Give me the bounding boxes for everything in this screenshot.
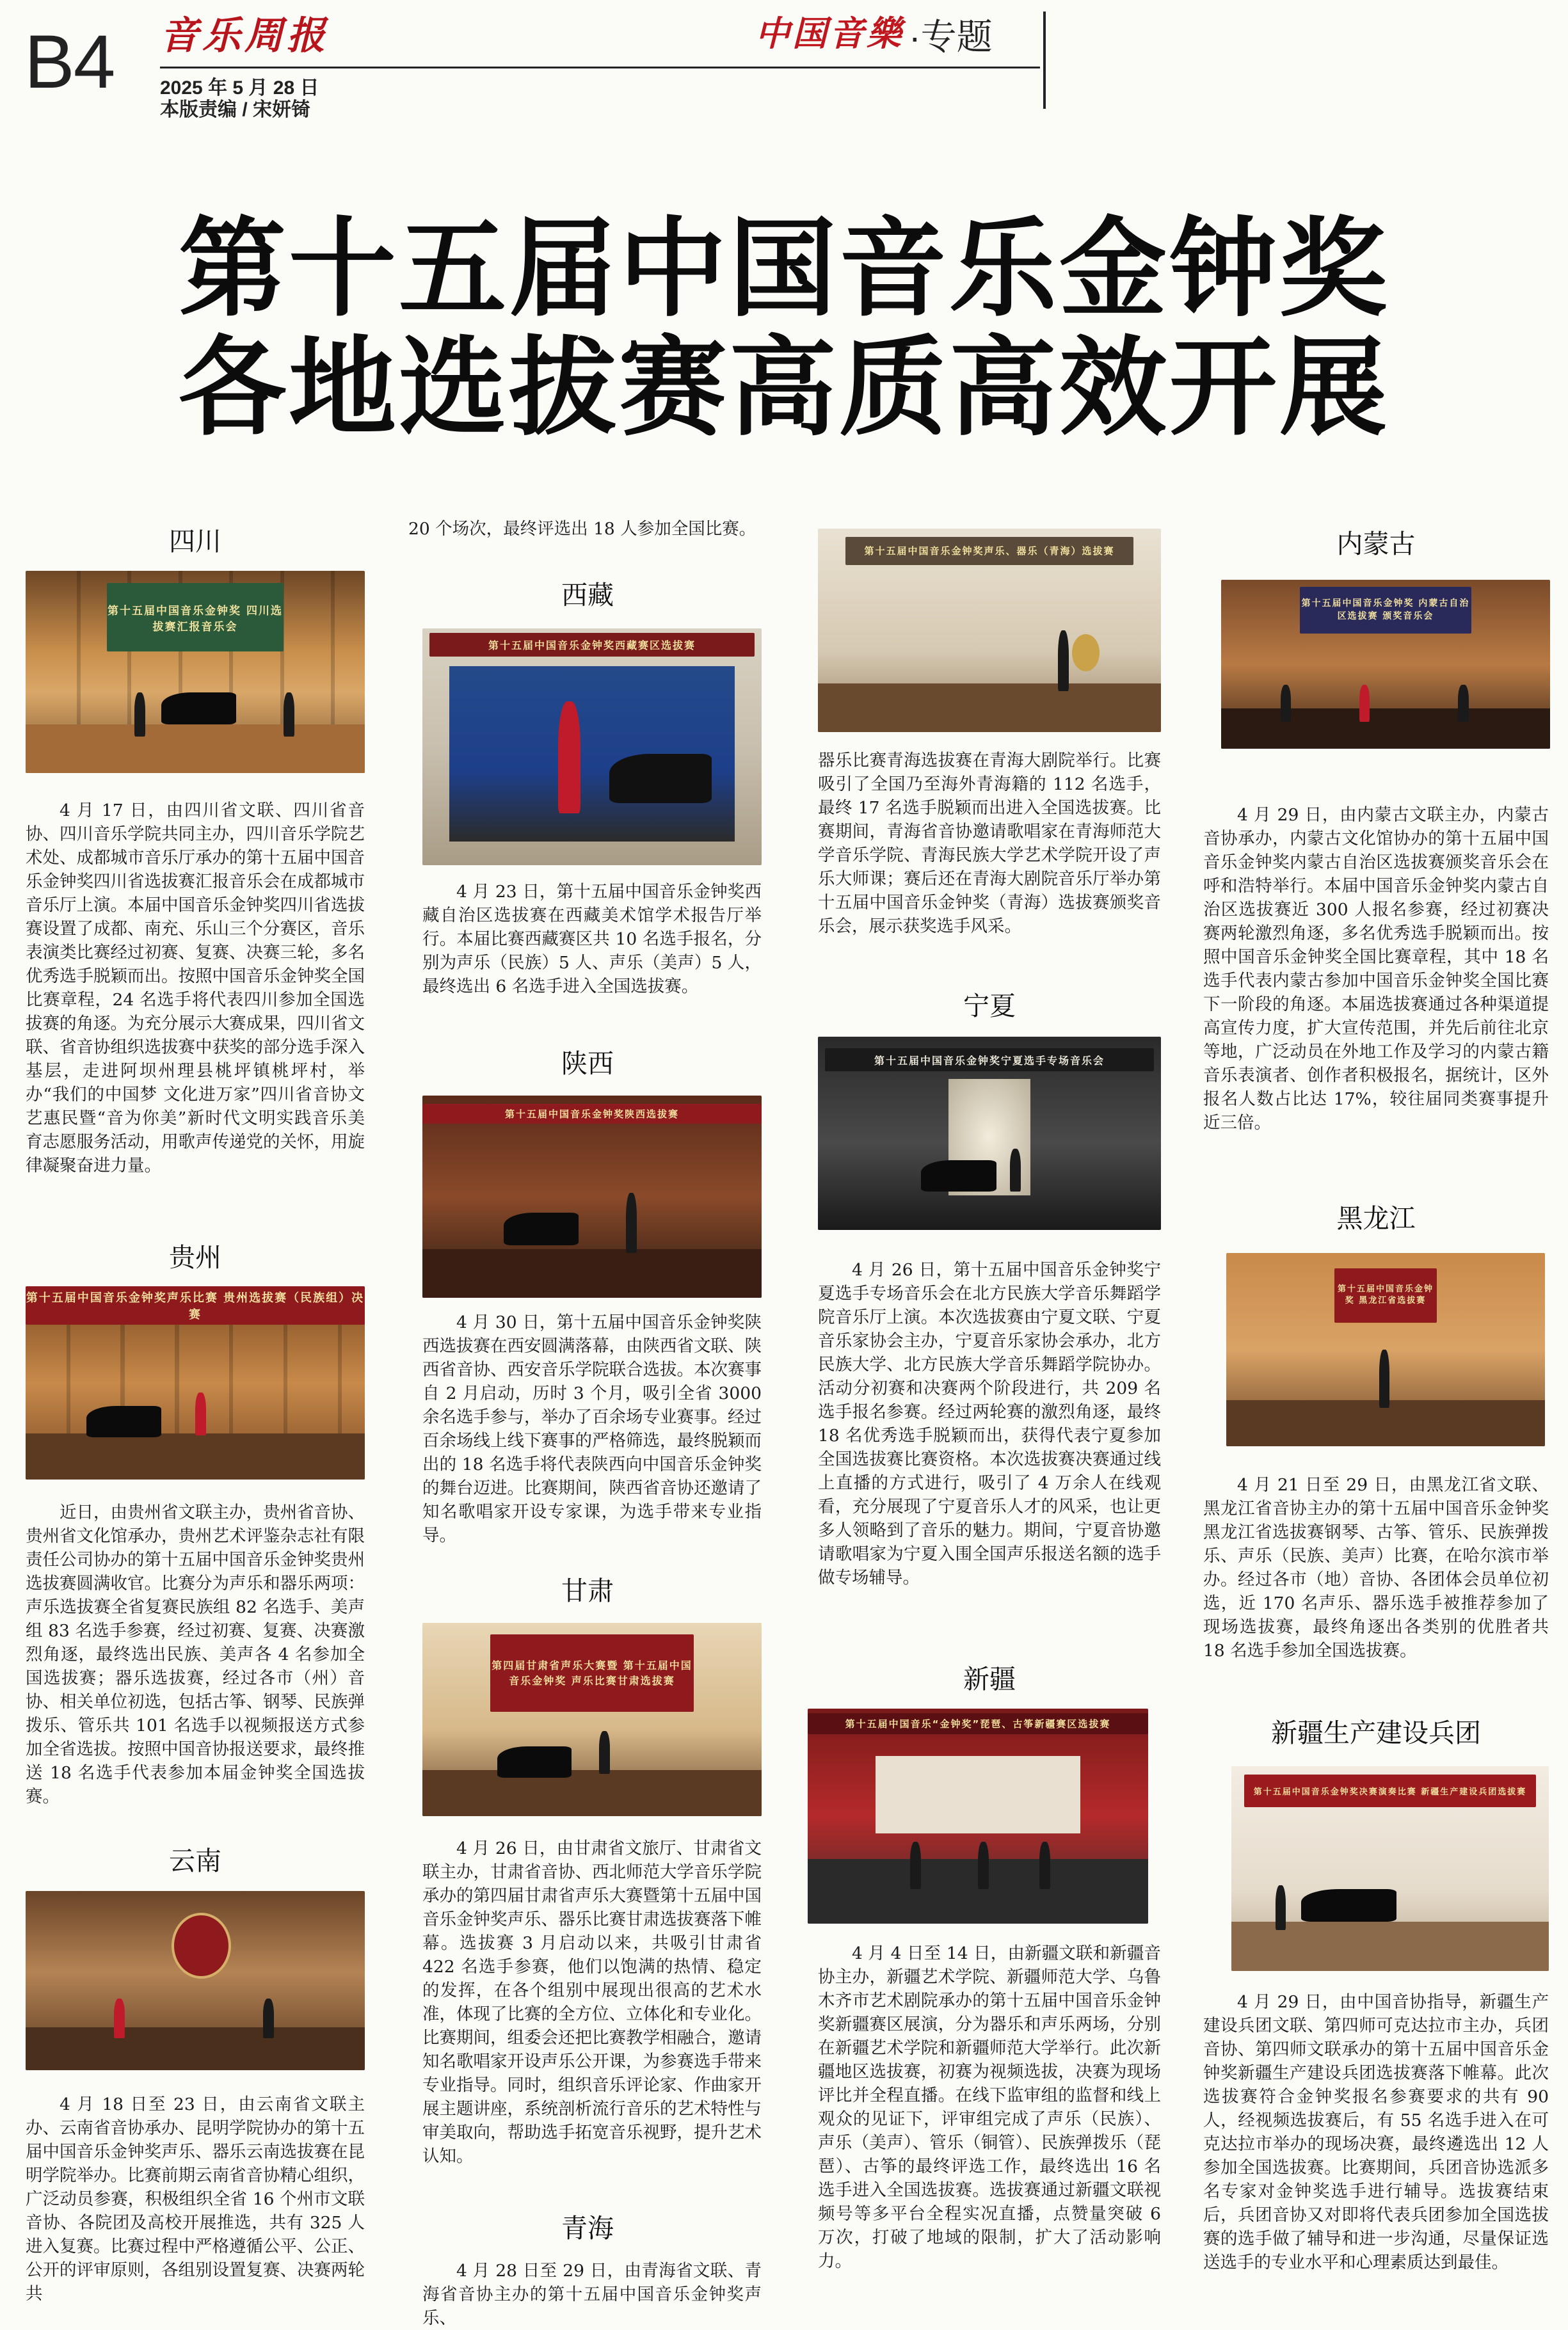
backdrop-screen — [876, 1756, 1080, 1833]
photo-ningxia — [818, 1037, 1161, 1230]
article-gansu-text: 4 月 26 日，由甘肃省文旅厅、甘肃省文联主办，甘肃省音协、西北师范大学音乐学院承办的第四届甘肃省声乐大赛暨第十五届中国音乐金钟奖声乐、器乐比赛甘肃选拔赛落下帷幕。选拔赛 3 月启动以来，共吸引甘肃省 422 名选手参赛，他们以饱满的热情、稳定的发挥，在各个组别中展现出很高的艺术水准，体现了比赛的全方位、立体化和专业化。比赛期间，组委会还把比赛教学相融合，邀请知名歌唱家开设声乐公开课，为参赛选手带来专业指导。同时，组织音乐评论家、作曲家开展主题讲座，系统剖析流行音乐的艺术特性与审美取向，帮助选手拓宽音乐视野，提升艺术认知。 — [422, 1839, 762, 2166]
article-sichuan-text: 4 月 17 日，由四川省文联、四川省音协、四川音乐学院共同主办，四川音乐学院艺术处、成都城市音乐厅承办的第十五届中国音乐金钟奖四川省选拔赛汇报音乐会在成都城市音乐厅上演。本届中国音乐金钟奖四川省选拔赛设置了成都、南充、乐山三个分赛区，音乐表演类比赛经过初赛、复赛、决赛三轮，多名优秀选手脱颖而出。按照中国音乐金钟奖全国比赛章程，24 名选手将代表四川参加全国选拔赛的角逐。为充分展示大赛成果，四川省文联、省音协组织选拔赛中获奖的部分选手深入基层，走进阿坝州理县桃坪镇桃坪村，举办“我们的中国梦 文化进万家”四川省音协文艺惠民暨“音为你美”新时代文明实践音乐美育志愿服务活动，用歌声传递党的关怀，用旋律凝聚奋进力量。 — [26, 801, 365, 1176]
region-title-neimenggu: 内蒙古 — [1336, 529, 1416, 559]
article-sichuan — [26, 799, 365, 1177]
article-shaanxi-text: 4 月 30 日，第十五届中国音乐金钟奖陕西选拔赛在西安圆满落幕，由陕西省文联、陕西省音协、西安音乐学院联合选拔。本次赛事自 2 月启动，历时 3 个月，吸引全省 3000 余名选手参与，举办了百余场专业赛事。经过百余场线上线下赛事的严格筛选，最终脱颖而出的 18 名选手将代表陕西向中国音乐金钟奖的舞台迈进。比赛期间，陕西省音协还邀请了知名歌唱家开设专家课，为选手带来专业指导。 — [422, 1313, 762, 1545]
photo-xizang — [422, 628, 762, 865]
page-number: B4 — [24, 20, 115, 104]
article-heilongjiang-text: 4 月 21 日至 29 日，由黑龙江省文联、黑龙江省音协主办的第十五届中国音乐金钟奖黑龙江省选拔赛钢琴、古筝、管乐、民族弹拨乐、声乐（民族、美声）比赛，在哈尔滨市举办。经过各市（地）音协、各团体会员单位初选，近 170 名声乐、器乐选手被推荐参加了现场选拔赛，最终角逐出各类别的优胜者共 18 名选手参加全国选拔赛。 — [1203, 1475, 1549, 1661]
award-emblem-icon — [172, 1913, 231, 1979]
region-title-xinjiang: 新疆 — [963, 1664, 1016, 1695]
article-ningxia-text: 4 月 26 日，第十五届中国音乐金钟奖宁夏选手专场音乐会在北方民族大学音乐舞蹈学院音乐厅上演。本次选拔赛由宁夏文联、宁夏音乐家协会主办，宁夏音乐家协会承办，北方民族大学、北方民族大学音乐舞蹈学院协办。活动分初赛和决赛两个阶段进行，共 209 名选手报名参赛。经过两轮赛的激烈角逐，最终 18 名优秀选手脱颖而出，获得代表宁夏参加全国选拔赛比赛资格。本次选拔赛决赛通过线上直播的方式进行，吸引了 4 万余人在线观看，充分展现了宁夏音乐人才的风采，也让更多人领略到了音乐的魅力。期间，宁夏音协邀请歌唱家为宁夏入围全国声乐报送名额的选手做专场辅导。 — [818, 1260, 1161, 1588]
article-bingtuan — [1203, 1990, 1549, 2274]
region-title-xizang: 西藏 — [561, 580, 614, 610]
article-xinjiang-text: 4 月 4 日至 14 日，由新疆文联和新疆音协主办，新疆艺术学院、新疆师范大学、乌鲁木齐市艺术剧院承办的第十五届中国音乐金钟奖新疆赛区展演，分为器乐和声乐两场，分别在新疆艺术学院和新疆师范大学举行。此次新疆地区选拔赛，初赛为视频选拔，决赛为现场评比并全程直播。在线下监审组的监督和线上观众的见证下，评审组完成了声乐（民族）、声乐（美声）、管乐（铜管）、民族弹拨乐（琵琶）、古筝的最终评选工作，最终选出 16 名选手进入全国选拔赛。选拔赛通过新疆文联视频号等多平台全程实况直播，点赞量突破 6 万次，打破了地域的限制，扩大了活动影响力。 — [818, 1943, 1161, 2271]
region-title-bingtuan: 新疆生产建设兵团 — [1271, 1718, 1481, 1748]
article-guizhou-text: 近日，由贵州省文联主办，贵州省音协、贵州省文化馆承办，贵州艺术评鉴杂志社有限责任公司协办的第十五届中国音乐金钟奖贵州选拔赛圆满收官。比赛分为声乐和器乐两项：声乐选拔赛全省复赛民族组 82 名选手、美声组 83 名选手参赛，经过初赛、复赛、决赛激烈角逐，最终选出民族、美声各 4 名参加全国选拔赛；器乐选拔赛，经过各市（州）音协、相关单位初选，包括古筝、钢琴、民族弹拨乐、管乐共 101 名选手以视频报送方式参加全省选拔。按照中国音协报送要求，最终推送 18 名选手代表参加本届金钟奖全国选拔赛。 — [26, 1503, 365, 1807]
article-qinghai-continued — [818, 749, 1161, 938]
tuba-icon — [1072, 634, 1100, 671]
photo-heilongjiang — [1226, 1253, 1545, 1446]
photo-neimenggu — [1221, 580, 1550, 749]
region-title-sichuan: 四川 — [169, 526, 221, 557]
photo-gansu — [422, 1623, 762, 1816]
photo-neimenggu-banner: 第十五届中国音乐金钟奖 内蒙古自治区选拔赛 颁奖音乐会 — [1300, 587, 1471, 634]
photo-qinghai — [818, 529, 1161, 732]
photo-bingtuan-banner: 第十五届中国音乐金钟奖决赛演奏比赛 新疆生产建设兵团选拔赛 — [1244, 1775, 1536, 1807]
region-title-yunnan: 云南 — [169, 1846, 221, 1876]
article-qinghai-text: 4 月 28 日至 29 日，由青海省文联、青海省音协主办的第十五届中国音乐金钟奖声乐、 — [422, 2261, 762, 2328]
region-title-guizhou: 贵州 — [169, 1242, 221, 1273]
photo-xinjiang-banner: 第十五届中国音乐“金钟奖”琵琶、古筝新疆赛区选拔赛 — [808, 1713, 1148, 1735]
photo-sichuan — [26, 571, 365, 773]
photo-xizang-banner: 第十五届中国音乐金钟奖西藏赛区选拔赛 — [429, 633, 755, 657]
article-yunnan-continued-text: 20 个场次，最终评选出 18 人参加全国比赛。 — [408, 519, 756, 539]
article-shaanxi — [422, 1311, 762, 1547]
photo-shaanxi — [422, 1096, 762, 1298]
region-title-ningxia: 宁夏 — [963, 991, 1016, 1021]
photo-bingtuan — [1231, 1766, 1549, 1971]
article-gansu — [422, 1837, 762, 2168]
region-title-qinghai: 青海 — [561, 2213, 614, 2244]
header-vertical-rule — [1043, 12, 1046, 109]
article-qinghai — [422, 2259, 762, 2330]
article-ningxia — [818, 1258, 1161, 1590]
region-title-shaanxi: 陕西 — [561, 1048, 614, 1079]
article-xizang — [422, 880, 762, 998]
article-bingtuan-text: 4 月 29 日，由中国音协指导，新疆生产建设兵团文联、第四师可克达拉市主办，兵团音协、第四师文联承办的第十五届中国音乐金钟奖新疆生产建设兵团选拔赛落下帷幕。此次选拔赛符合金钟奖报名参赛要求的共有 90 人，经视频选拔赛后，有 55 名选手进入在可克达拉市举办的现场决赛，最终遴选出 12 人参加全国选拔赛。比赛期间，兵团音协选派多名专家对金钟奖选手进行辅导。选拔赛结束后，兵团音协又对即将代表兵团参加全国选拔赛的选手做了辅导和进一步沟通，尽量保证选送选手的专业水平和心理素质达到最佳。 — [1203, 1992, 1549, 2272]
photo-sichuan-banner: 第十五届中国音乐金钟奖 四川选拔赛汇报音乐会 — [107, 583, 284, 651]
page-editor: 本版责编 / 宋妍锜 — [160, 99, 311, 120]
photo-heilongjiang-banner: 第十五届中国音乐金钟奖 黑龙江省选拔赛 — [1334, 1268, 1436, 1323]
publication-date: 2025 年 5 月 28 日 — [160, 77, 319, 99]
article-yunnan — [26, 2093, 365, 2306]
article-yunnan-text: 4 月 18 日至 23 日，由云南省文联主办、云南省音协承办、昆明学院协办的第十五届中国音乐金钟奖声乐、器乐云南选拔赛在昆明学院举办。比赛前期云南省音协精心组织，广泛动员参赛，积极组织全省 16 个州市文联音协、各院团及高校开展推选，共有 325 人进入复赛。比赛过程中严格遵循公平、公正、公开的评审原则，各组别设置复赛、决赛两轮共 — [26, 2095, 365, 2304]
masthead-logo: 音乐周报 — [160, 13, 329, 58]
headline-line-2: 各地选拔赛高质高效开展 — [179, 325, 1389, 451]
photo-guizhou-banner: 第十五届中国音乐金钟奖声乐比赛 贵州选拔赛（民族组）决赛 — [26, 1286, 365, 1325]
region-title-gansu: 甘肃 — [561, 1576, 614, 1606]
article-heilongjiang — [1203, 1473, 1549, 1663]
article-neimenggu — [1203, 803, 1549, 1135]
brand-logo: 中国音樂 — [755, 13, 904, 54]
photo-xinjiang — [808, 1709, 1148, 1924]
photo-shaanxi-banner: 第十五届中国音乐金钟奖陕西选拔赛 — [422, 1104, 762, 1124]
article-guizhou — [26, 1501, 365, 1808]
photo-ningxia-banner: 第十五届中国音乐金钟奖宁夏选手专场音乐会 — [825, 1048, 1155, 1071]
header-rule — [160, 67, 1040, 68]
region-title-heilongjiang: 黑龙江 — [1336, 1203, 1416, 1234]
photo-qinghai-banner: 第十五届中国音乐金钟奖声乐、器乐（青海）选拔赛 — [845, 537, 1133, 566]
article-xizang-text: 4 月 23 日，第十五届中国音乐金钟奖西藏自治区选拔赛在西藏美术馆学术报告厅举行。本届比赛西藏赛区共 10 名选手报名，分别为声乐（民族）5 人、声乐（美声）5 人，最终选出 6 名选手进入全国选拔赛。 — [422, 882, 762, 996]
article-xinjiang — [818, 1942, 1161, 2273]
photo-yunnan — [26, 1891, 365, 2070]
headline-line-1: 第十五届中国音乐金钟奖 — [179, 206, 1389, 331]
article-yunnan-continued — [408, 517, 767, 541]
article-neimenggu-text: 4 月 29 日，由内蒙古文联主办，内蒙古音协承办，内蒙古文化馆协办的第十五届中国音乐金钟奖内蒙古自治区选拔赛颁奖音乐会在呼和浩特举行。本届中国音乐金钟奖内蒙古自治区选拔赛近 300 人报名参赛，经过初赛决赛两轮激烈角逐，多名优秀选手脱颖而出。按照中国音乐金钟奖全国比赛章程，其中 18 名选手代表内蒙古参加中国音乐金钟奖全国比赛下一阶段的角逐。本届选拔赛通过各种渠道提高宣传力度，扩大宣传范围，并先后前往北京等地，广泛动员在外地工作及学习的内蒙古籍音乐表演者、创作者积极报名，据统计，区外报名人数占比达 17%，较往届同类赛事提升近三倍。 — [1203, 805, 1549, 1133]
photo-guizhou — [26, 1286, 365, 1480]
section-label: ·专题 — [909, 17, 993, 57]
article-qinghai-continued-text: 器乐比赛青海选拔赛在青海大剧院举行。比赛吸引了全国乃至海外青海籍的 112 名选手，最终 17 名选手脱颖而出进入全国选拔赛。比赛期间，青海省音协邀请歌唱家在青海师范大学音乐学院、青海民族大学艺术学院开设了声乐大师课；赛后还在青海大剧院音乐厅举办第十五届中国音乐金钟奖（青海）选拔赛颁奖音乐会，展示获奖选手风采。 — [818, 751, 1161, 936]
led-screen — [449, 666, 734, 842]
photo-gansu-banner: 第四届甘肃省声乐大赛暨 第十五届中国音乐金钟奖 声乐比赛甘肃选拔赛 — [490, 1634, 694, 1712]
